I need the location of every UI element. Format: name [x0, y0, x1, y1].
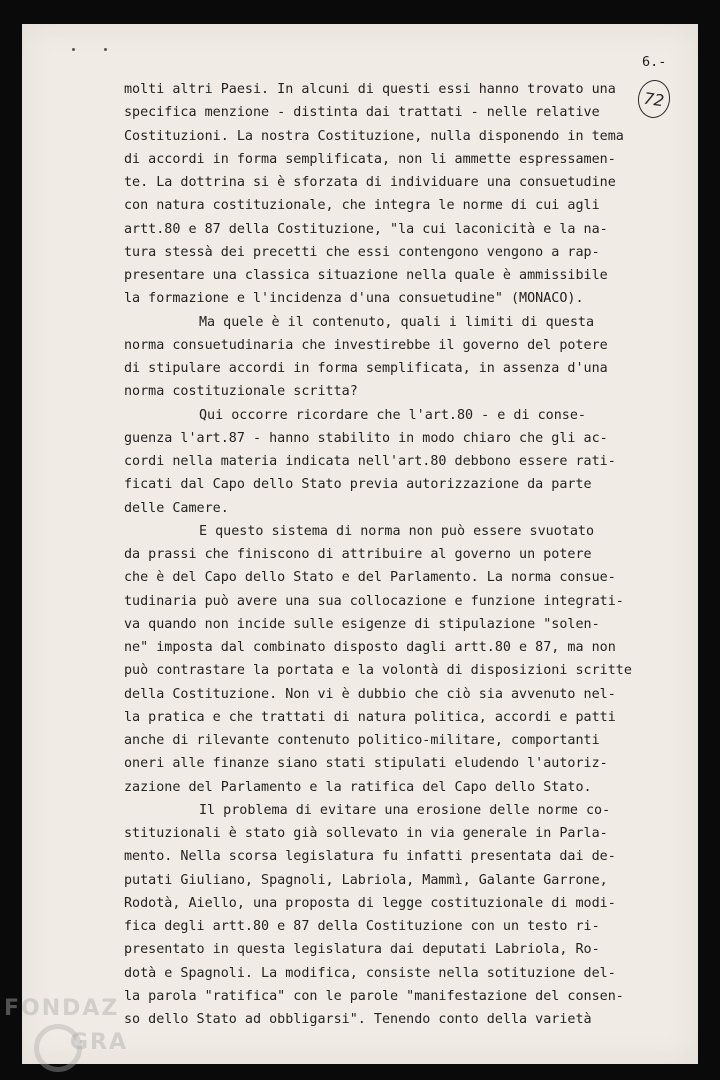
- text-line: ficati dal Capo dello Stato previa autorizzazione da parte: [124, 477, 592, 493]
- text-line: oneri alle finanze siano stati stipulati eludendo l'autoriz-: [124, 756, 608, 772]
- text-line: artt.80 e 87 della Costituzione, "la cui laconicità e la na-: [124, 221, 608, 237]
- text-line: cordi nella materia indicata nell'art.80 debbono essere rati-: [124, 454, 616, 469]
- text-line: te. La dottrina si è sforzata di individuare una consuetudine: [124, 175, 616, 190]
- text-line: con natura costituzionale, che integra le norme di cui agli: [124, 198, 600, 214]
- text-line: presentato in questa legislatura dai deputati Labriola, Ro-: [124, 942, 600, 958]
- text-line: la formazione e l'incidenza d'una consuetudine" (MONACO).: [124, 291, 584, 307]
- text-line: delle Camere.: [124, 500, 229, 516]
- text-line: E questo sistema di norma non può essere svuotato: [199, 523, 595, 539]
- text-line: dotà e Spagnoli. La modifica, consiste nella sotituzione del-: [124, 965, 616, 981]
- text-line: della Costituzione. Non vi è dubbio che ciò sia avvenuto nel-: [124, 686, 616, 702]
- text-line: da prassi che finiscono di attribuire al governo un potere: [124, 547, 592, 562]
- text-line: va quando non incide sulle esigenze di stipulazione "solen-: [124, 616, 600, 632]
- text-line: di stipulare accordi in forma semplificata, in assenza d'una: [124, 361, 608, 376]
- text-line: norma consuetudinaria che investirebbe il governo del potere: [124, 337, 608, 353]
- text-line: la parola "ratifica" con le parole "manifestazione del consen-: [124, 988, 624, 1004]
- text-line: guenza l'art.87 - hanno stabilito in modo chiaro che gli ac-: [124, 430, 608, 446]
- text-line: specifica menzione - distinta dai trattati - nelle relative: [124, 105, 600, 121]
- text-line: Qui occorre ricordare che l'art.80 - e di conse-: [199, 407, 586, 423]
- typewritten-text: [124, 78, 704, 1031]
- text-line: la pratica e che trattati di natura politica, accordi e patti: [124, 709, 616, 725]
- text-line: anche di rilevante contenuto politico-militare, comportanti: [124, 733, 600, 748]
- handwritten-archive-number: 72: [636, 78, 673, 120]
- text-line: zazione del Parlamento e la ratifica del Capo dello Stato.: [124, 779, 592, 795]
- watermark-text: GRA: [70, 1030, 129, 1055]
- text-line: stituzionali è stato già sollevato in via generale in Parla-: [124, 826, 608, 841]
- text-line: tudinaria può avere una sua collocazione e funzione integrati-: [124, 593, 624, 609]
- text-line: presentare una classica situazione nella quale è ammissibile: [124, 268, 608, 283]
- text-line: Costituzioni. La nostra Costituzione, nulla disponendo in tema: [124, 128, 624, 144]
- text-line: norma costituzionale scritta?: [124, 384, 358, 400]
- text-line: Il problema di evitare una erosione delle norme co-: [199, 802, 611, 818]
- text-line: ne" imposta dal combinato disposto dagli artt.80 e 87, ma non: [124, 640, 616, 655]
- text-line: mento. Nella scorsa legislatura fu infatti presentata dai de-: [124, 849, 616, 865]
- text-line: può contrastare la portata e la volontà di disposizioni scritte: [124, 663, 632, 679]
- document-page: [22, 24, 698, 1064]
- text-line: molti altri Paesi. In alcuni di questi essi hanno trovato una: [124, 82, 616, 97]
- punch-mark: [72, 48, 75, 51]
- text-line: fica degli artt.80 e 87 della Costituzione con un testo ri-: [124, 919, 600, 934]
- text-line: so dello Stato ad obbligarsi". Tenendo conto della varietà: [124, 1012, 592, 1027]
- text-line: tura stessà dei precetti che essi contengono vengono a rap-: [124, 244, 600, 260]
- page-number: 6.-: [642, 54, 667, 70]
- punch-mark: [104, 48, 107, 51]
- text-line: putati Giuliano, Spagnoli, Labriola, Mammì, Galante Garrone,: [124, 872, 608, 888]
- text-line: Rodotà, Aiello, una proposta di legge costituzionale di modi-: [124, 895, 616, 911]
- text-line: Ma quele è il contenuto, quali i limiti di questa: [199, 314, 595, 330]
- text-line: che è del Capo dello Stato e del Parlamento. La norma consue-: [124, 570, 616, 586]
- watermark-text: FONDAZ: [4, 996, 120, 1021]
- text-line: di accordi in forma semplificata, non li ammette espressamen-: [124, 151, 616, 167]
